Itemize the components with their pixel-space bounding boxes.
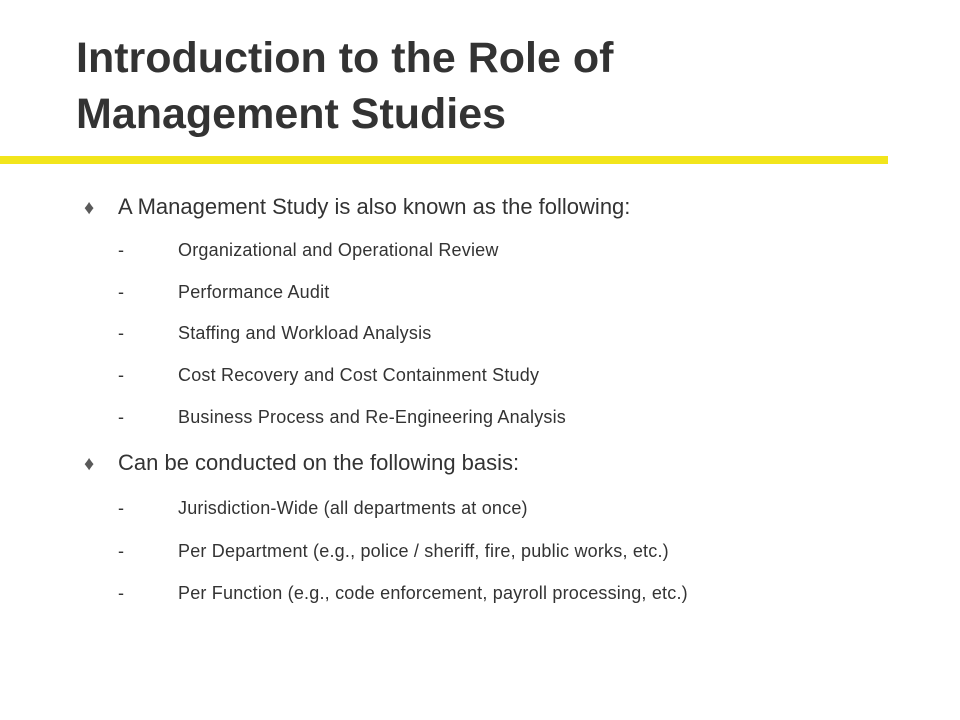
sub-item — [118, 496, 528, 520]
dash-icon: - — [118, 240, 125, 260]
diamond-bullet-icon: ♦ — [84, 197, 95, 219]
sub-item-text: Per Function (e.g., code enforcement, payroll processing, etc.) — [178, 583, 688, 603]
dash-icon: - — [118, 365, 125, 385]
title-line-2: Management Studies — [76, 90, 507, 138]
sub-item-text: Organizational and Operational Review — [178, 240, 499, 260]
sub-item — [118, 581, 688, 605]
sub-item-text: Performance Audit — [178, 282, 330, 302]
dash-icon: - — [118, 583, 125, 603]
sub-item-text: Staffing and Workload Analysis — [178, 323, 432, 343]
dash-icon: - — [118, 541, 125, 561]
bullet-conducted-basis — [84, 449, 519, 478]
sub-item — [118, 405, 566, 429]
dash-icon: - — [118, 407, 125, 427]
sub-item — [118, 539, 669, 563]
bullet-text: Can be conducted on the following basis: — [118, 450, 520, 475]
sub-item-text: Business Process and Re-Engineering Analysis — [178, 407, 567, 427]
diamond-bullet-icon: ♦ — [84, 453, 95, 475]
sub-item — [118, 363, 539, 387]
dash-icon: - — [118, 498, 125, 518]
sub-item-text: Cost Recovery and Cost Containment Study — [178, 365, 540, 385]
slide-title — [76, 30, 896, 142]
sub-item — [118, 321, 431, 345]
bullet-known-as — [84, 193, 630, 222]
dash-icon: - — [118, 282, 125, 302]
title-underline — [0, 156, 888, 164]
sub-item — [118, 238, 499, 262]
title-line-1: Introduction to the Role of — [76, 34, 614, 82]
sub-item-text: Per Department (e.g., police / sheriff, fire, public works, etc.) — [178, 541, 669, 561]
sub-item-text: Jurisdiction-Wide (all departments at once) — [178, 498, 528, 518]
bullet-text: A Management Study is also known as the following: — [118, 194, 631, 219]
dash-icon: - — [118, 323, 125, 343]
sub-item — [118, 280, 329, 304]
